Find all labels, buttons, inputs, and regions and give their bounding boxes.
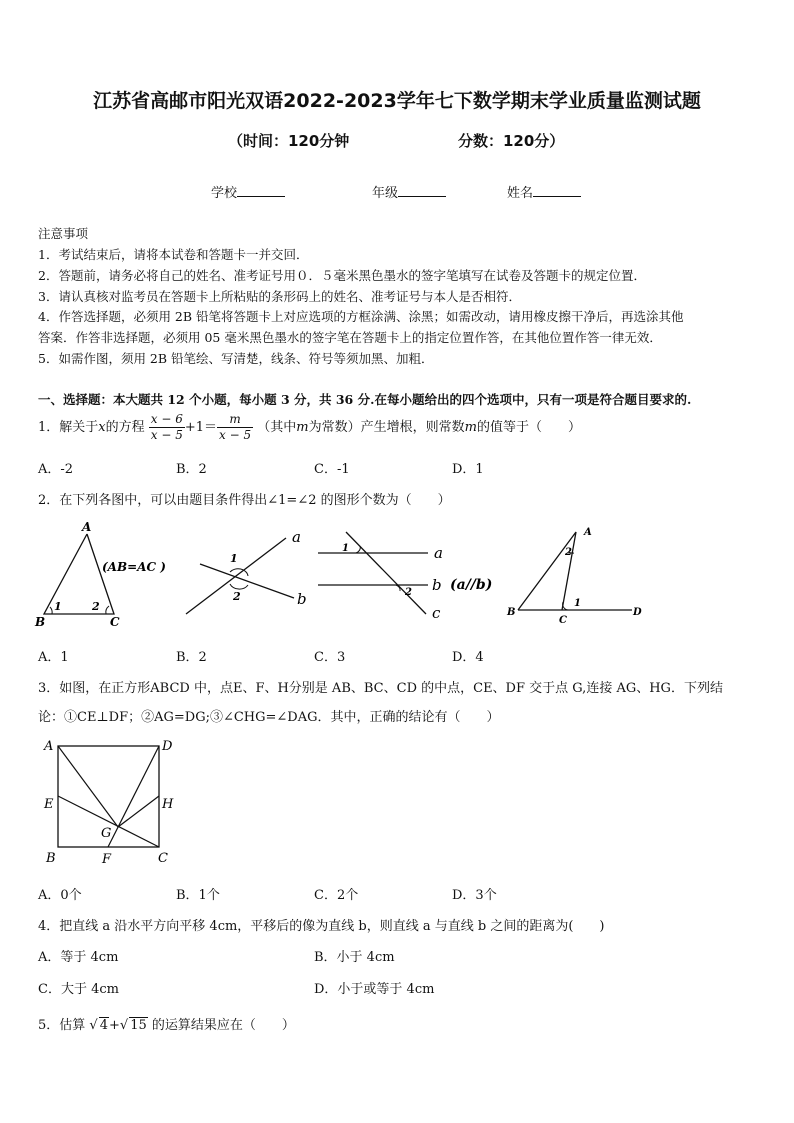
figure-triangle [30,518,180,630]
school-field: 学校 [211,182,285,201]
score-label: 分数：120分） [458,132,565,150]
svg-text:2: 2 [233,590,241,603]
notes-heading: 注意事项 [38,226,89,241]
option-d: D．1 [452,462,484,477]
name-field: 姓名 [507,182,581,201]
svg-text:G: G [101,826,112,841]
svg-text:a: a [434,544,443,562]
option-a: A．-2 [38,462,74,477]
sqrt-symbol: √ [119,1018,129,1033]
svg-text:2: 2 [405,587,412,598]
svg-text:A: A [584,527,592,538]
option-b: B．2 [176,462,207,477]
svg-text:B: B [507,607,516,618]
svg-text:2: 2 [565,547,572,558]
grade-field: 年级 [372,182,446,201]
option-b: B．2 [176,650,207,665]
option-d: D．3个 [452,888,497,903]
option-c: C．大于 4cm [38,982,119,997]
question-4: 4．把直线 a 沿水平方向平移 4cm，平移后的像为直线 b，则直线 a 与直线 b 之间的距离为( ) [38,919,605,934]
section-heading: 一、选择题：本大题共 12 个小题，每小题 3 分，共 36 分.在每小题给出的四个选项中，只有一项是符合题目要求的. [38,392,692,407]
svg-text:B: B [46,851,56,866]
svg-text:2: 2 [92,600,100,613]
svg-text:E: E [44,797,54,812]
question-5: 5．估算 √ 4+√ 15 的运算结果应在（ ） [38,1018,295,1033]
note-item: 4．作答选择题，必须用 2B 铅笔将答题卡上对应选项的方框涂满、涂黑；如需改动，请用橡皮擦干净后，再选涂其他 [38,309,684,324]
svg-text:c: c [432,604,441,622]
option-c: C．3 [314,650,346,665]
svg-text:a: a [292,528,301,546]
option-a: A．0个 [38,888,82,903]
option-c: C．2个 [314,888,359,903]
question-3-line-1: 3．如图，在正方形ABCD 中，点E、F、H分别是 AB、BC、CD 的中点，CE、DF 交于点 G,连接 AG、HG．下列结 [38,681,723,696]
svg-text:b: b [297,590,307,608]
svg-text:C: C [110,615,120,629]
figure-square [38,736,184,868]
option-a: A．等于 4cm [38,950,119,965]
svg-text:1: 1 [574,598,581,609]
svg-text:A: A [82,520,92,534]
page-title: 江苏省高邮市阳光双语2022-2023学年七下数学期末学业质量监测试题 [93,90,701,112]
option-d: D．小于或等于 4cm [314,982,435,997]
svg-text:D: D [633,607,642,618]
svg-text:B: B [35,615,46,629]
svg-text:C: C [158,851,168,866]
time-label: （时间：120分钟 [228,132,350,150]
question-2: 2．在下列各图中，可以由题目条件得出∠1=∠2 的图形个数为（ ） [38,493,451,508]
note-item: 答案．作答非选择题，必须用 05 毫米黑色墨水的签字笔在答题卡上的指定位置作答，在其他位置作答一律无效． [38,330,662,345]
svg-text:1: 1 [230,552,238,565]
option-b: B．1个 [176,888,220,903]
svg-text:(AB=AC ): (AB=AC ) [102,560,166,574]
fraction: $\frac{x - 6}{x - 5}$ [150,412,183,442]
note-item: 5．如需作图，须用 2B 铅笔绘、写清楚，线条、符号等须加黑、加粗． [38,351,434,366]
fraction: $\frac{m}{x - 5}$ [219,412,252,442]
note-item: 1．考试结束后，请将本试卷和答题卡一并交回． [38,247,309,262]
svg-text:1: 1 [54,600,62,613]
figure-parallel-lines [314,526,504,624]
note-item: 2．答题前，请务必将自己的姓名、准考证号用０．５毫米黑色墨水的签字笔填写在试卷及答题卡的规定位置． [38,268,646,283]
svg-text:H: H [162,797,174,812]
svg-text:A: A [44,739,54,754]
figure-intersecting-lines [182,524,322,620]
svg-text:1: 1 [342,543,349,554]
option-b: B．小于 4cm [314,950,395,965]
option-c: C．-1 [314,462,350,477]
sqrt-symbol: √ [89,1018,98,1033]
question-1: 1．解关于x的方程 $\frac{x - 6}{x - 5}$ +1＝ $\frac{m}{x - 5}$ （其中m为常数）产生增根，则常数m的值等于（ ） [38,412,581,442]
svg-text:F: F [102,852,112,867]
svg-text:D: D [162,739,173,754]
note-item: 3．请认真核对监考员在答题卡上所粘贴的条形码上的姓名、准考证号与本人是否相符． [38,289,521,304]
option-a: A．1 [38,650,69,665]
figure-exterior-angle [504,522,654,624]
question-3-line-2: 论：①CE⊥DF；②AG=DG;③∠CHG=∠DAG．其中，正确的结论有（ ） [38,710,500,725]
svg-text:(a//b): (a//b) [450,577,493,593]
svg-text:C: C [559,615,567,624]
option-d: D．4 [452,650,484,665]
svg-text:b: b [432,576,442,594]
